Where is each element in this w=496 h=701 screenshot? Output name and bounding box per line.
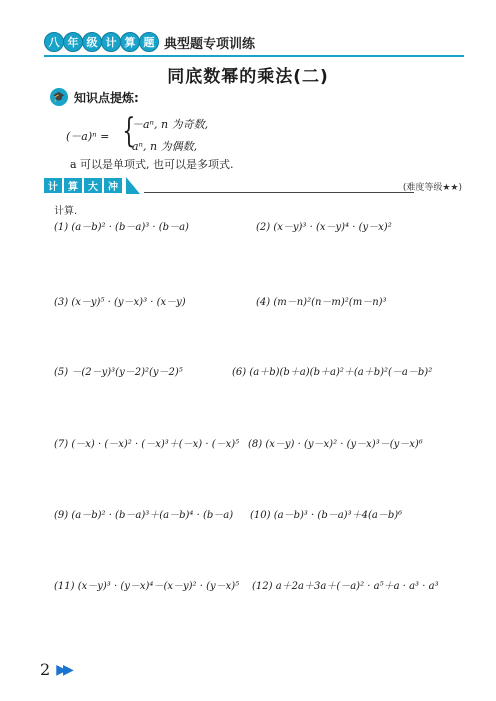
series-title: 典型题专项训练 xyxy=(164,36,256,52)
problem-7: (7) (－x) · (－x)² · (－x)³＋(－x) · (－x)⁵ xyxy=(54,439,240,450)
knowledge-heading xyxy=(50,88,139,106)
series-header xyxy=(44,30,255,54)
problem-8: (8) (x－y) · (y－x)² · (y－x)³－(y－x)⁶ xyxy=(248,439,423,450)
section-tab-char: 计 xyxy=(44,178,62,193)
difficulty-level: (难度等级★★) xyxy=(402,183,462,193)
problem-12: (12) a＋2a＋3a＋(－a)² · a⁵＋a · a³ · a³ xyxy=(252,581,439,592)
knowledge-heading-text: 知识点提炼: xyxy=(74,90,139,105)
problem-1: (1) (a－b)² · (b－a)³ · (b－a) xyxy=(54,222,189,233)
formula-case-even: aⁿ, n 为偶数, xyxy=(132,140,198,153)
formula-case-odd: －aⁿ, n 为奇数, xyxy=(132,118,209,131)
problem-4: (4) (m－n)²(n－m)²(m－n)³ xyxy=(256,297,387,308)
section-bar xyxy=(44,176,466,196)
badge-char: 算 xyxy=(120,32,140,52)
section-tab xyxy=(44,178,124,193)
knowledge-note: a 可以是单项式, 也可以是多项式. xyxy=(70,158,234,171)
left-brace: { xyxy=(122,111,136,151)
section-tab-char: 冲 xyxy=(104,178,122,193)
section-tab-tail xyxy=(126,177,140,194)
badge-char: 计 xyxy=(101,32,121,52)
graduation-cap-icon: 🎓 xyxy=(50,88,68,106)
problem-6: (6) (a＋b)(b＋a)(b＋a)²＋(a＋b)²(－a－b)² xyxy=(232,367,433,378)
problem-3: (3) (x－y)⁵ · (y－x)³ · (x－y) xyxy=(54,297,186,308)
section-tab-char: 大 xyxy=(84,178,102,193)
grade-badge xyxy=(44,32,158,52)
section-tab-char: 算 xyxy=(64,178,82,193)
header-divider xyxy=(44,55,464,57)
badge-char: 题 xyxy=(139,32,159,52)
formula-lhs: (－a)ⁿ = xyxy=(66,130,110,143)
problem-5: (5) －(2－y)³(y－2)²(y－2)⁵ xyxy=(54,367,183,378)
page-footer xyxy=(40,660,70,679)
page-number: 2 xyxy=(40,660,51,679)
instruction: 计算. xyxy=(54,206,78,217)
section-divider xyxy=(144,192,414,193)
problem-10: (10) (a－b)³ · (b－a)³＋4(a－b)⁶ xyxy=(250,510,403,521)
problem-11: (11) (x－y)³ · (y－x)⁴－(x－y)² · (y－x)⁵ xyxy=(54,581,240,592)
badge-char: 级 xyxy=(82,32,102,52)
problem-9: (9) (a－b)² · (b－a)³＋(a－b)⁴ · (b－a) xyxy=(54,510,234,521)
page-title: 同底数幂的乘法(二) xyxy=(167,67,329,87)
double-arrow-icon: ▶▶ xyxy=(56,661,70,678)
problem-2: (2) (x－y)³ · (x－y)⁴ · (y－x)² xyxy=(256,222,392,233)
badge-char: 年 xyxy=(63,32,83,52)
badge-char: 八 xyxy=(44,32,64,52)
